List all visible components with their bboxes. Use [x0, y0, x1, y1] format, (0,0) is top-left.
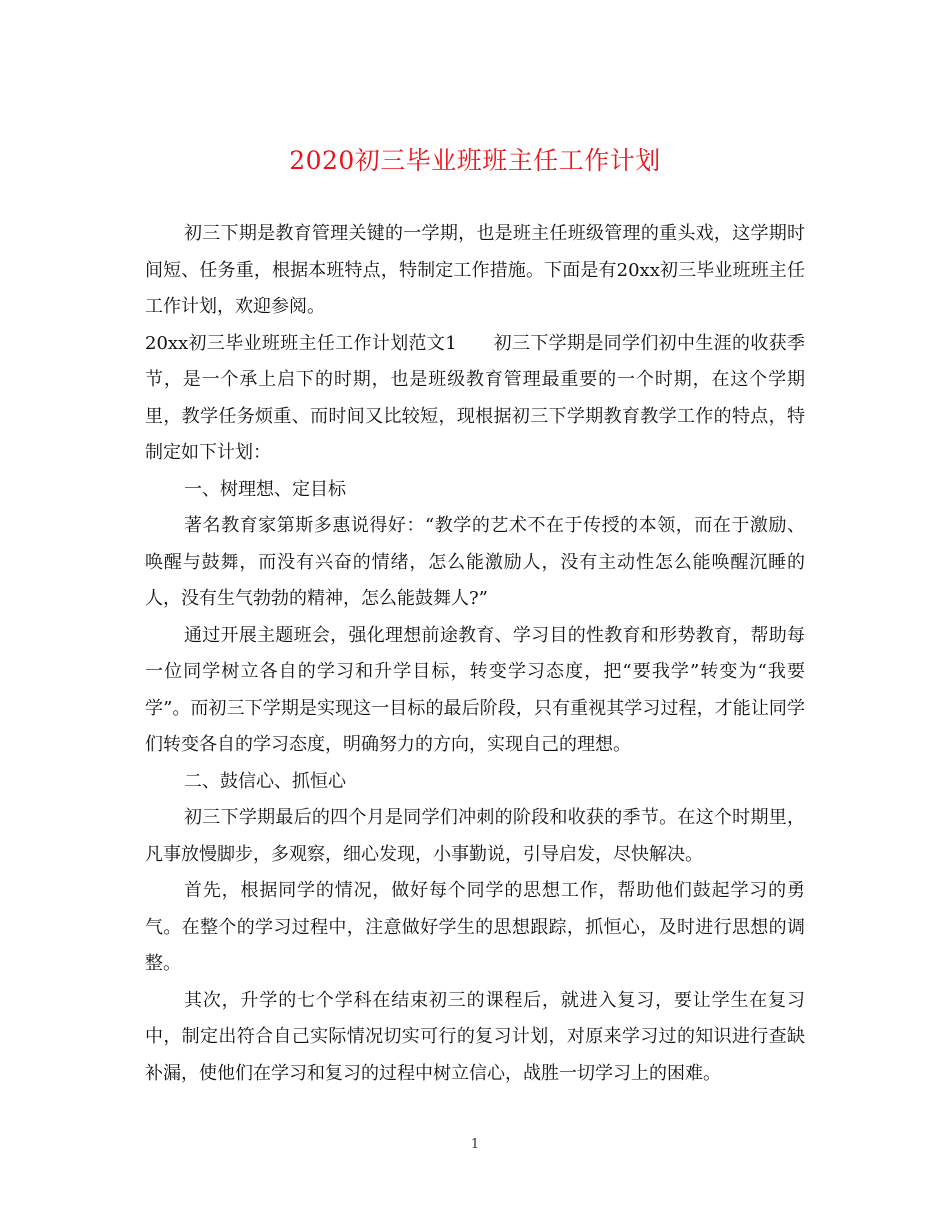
- page-number: 1: [470, 1137, 480, 1152]
- paragraph-intro: 初三下期是教育管理关键的一学期，也是班主任班级管理的重头戏，这学期时间短、任务重，根据本班特点，特制定工作措施。下面是有20xx初三毕业班班主任工作计划，欢迎参阅。: [145, 223, 805, 317]
- paragraph-first: 首先，根据同学的情况，做好每个同学的思想工作，帮助他们鼓起学习的勇气。在整个的学习过程中，注意做好学生的思想跟踪，抓恒心，及时进行思想的调整。: [145, 880, 805, 974]
- paragraph-class-meeting: 通过开展主题班会，强化理想前途教育、学习目的性教育和形势教育，帮助每一位同学树立各自的学习和升学目标，转变学习态度，把“要我学”转变为“我要学”。而初三下学期是实现这一目标的最后阶段，只有重视其学习过程，才能让同学们转变各自的学习态度，明确努力的方向，实现自己的理想。: [145, 624, 805, 755]
- paragraph-second: 其次，升学的七个学科在结束初三的课程后，就进入复习，要让学生在复习中，制定出符合自己实际情况切实可行的复习计划，对原来学习过的知识进行查缺补漏，使他们在学习和复习的过程中树立信心，战胜一切学习上的困难。: [145, 989, 805, 1084]
- document-body: [145, 216, 805, 1092]
- document-title: 2020初三毕业班班主任工作计划: [289, 146, 661, 175]
- section-heading-confidence: 二、鼓信心、抓恒心: [184, 770, 346, 792]
- paragraph-sample-heading: 20xx初三毕业班班主任工作计划范文1 初三下学期是同学们初中生涯的收获季节，是一个承上启下的时期，也是班级教育管理最重要的一个时期，在这个学期里，教学任务烦重、而时间又比较短，现根据初三下学期教育教学工作的特点，特制定如下计划：: [145, 332, 805, 463]
- paragraph-final-months: 初三下学期最后的四个月是同学们冲刺的阶段和收获的季节。在这个时期里，凡事放慢脚步，多观察，细心发现，小事勤说，引导启发，尽快解决。: [145, 807, 805, 865]
- paragraph-quote: 著名教育家第斯多惠说得好：“教学的艺术不在于传授的本领，而在于激励、唤醒与鼓舞，而没有兴奋的情绪，怎么能激励人，没有主动性怎么能唤醒沉睡的人，没有生气勃勃的精神，怎么能鼓舞人?”: [145, 515, 805, 609]
- section-heading-goals: 一、树理想、定目标: [184, 478, 346, 500]
